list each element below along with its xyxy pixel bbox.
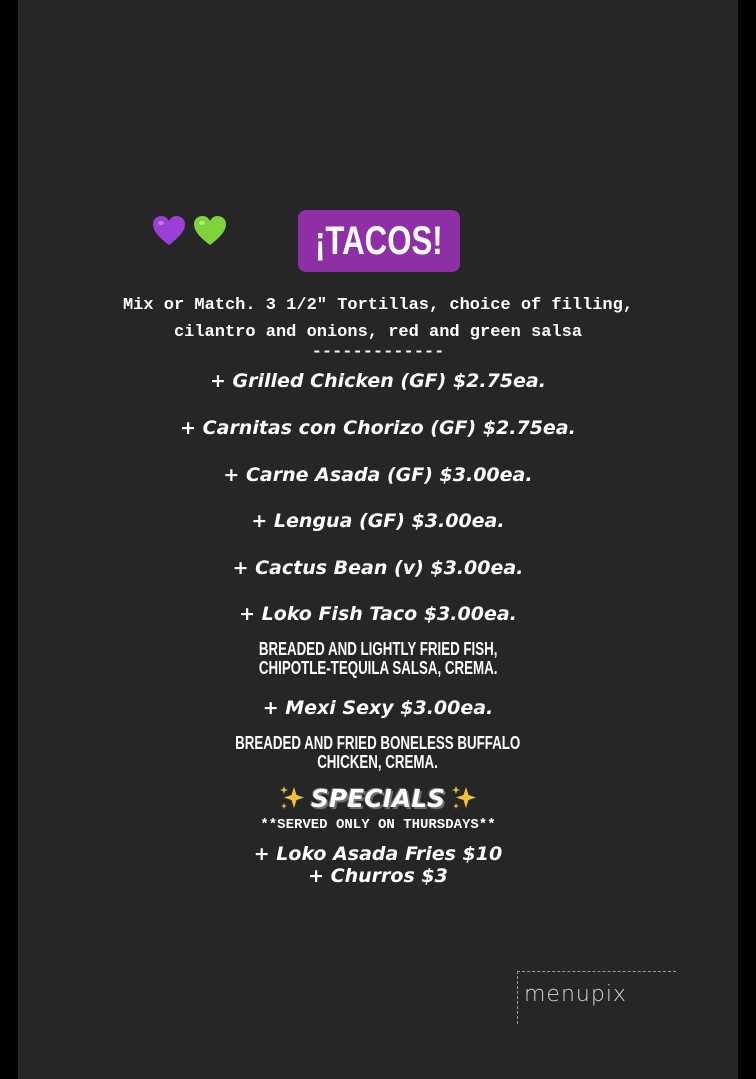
menu-item-mexi-sexy: + Mexi Sexy $3.00ea. xyxy=(262,697,494,719)
hearts-group xyxy=(152,215,232,249)
special-item-asada-fries: + Loko Asada Fries $10 xyxy=(253,843,503,865)
purple-heart-icon xyxy=(152,215,186,247)
special-item-churros: + Churros $3 xyxy=(308,865,448,887)
item-description: CHIPOTLE-TEQUILA SALSA, CREMA. xyxy=(258,658,498,678)
item-description: BREADED AND FRIED BONELESS BUFFALO xyxy=(235,733,521,753)
intro-line-1: Mix or Match. 3 1/2" Tortillas, choice of filling, xyxy=(122,296,634,315)
item-description: BREADED AND LIGHTLY FRIED FISH, xyxy=(258,639,498,659)
specials-note: **SERVED ONLY ON THURSDAYS** xyxy=(260,817,496,833)
watermark-text: menupix xyxy=(524,982,627,1007)
intro-line-2: cilantro and onions, red and green salsa xyxy=(173,323,583,342)
title-badge xyxy=(298,210,460,272)
watermark xyxy=(517,971,676,1024)
divider: ------------- xyxy=(311,343,445,362)
green-heart-icon xyxy=(193,215,227,247)
sparkles-icon xyxy=(277,783,307,813)
sparkles-icon xyxy=(449,783,479,813)
menu-item-carnitas: + Carnitas con Chorizo (GF) $2.75ea. xyxy=(180,417,576,439)
page-title: ¡TACOS! xyxy=(315,218,443,263)
specials-heading xyxy=(18,778,738,818)
menu-item-cactus-bean: + Cactus Bean (v) $3.00ea. xyxy=(232,557,524,579)
menu-item-lengua: + Lengua (GF) $3.00ea. xyxy=(251,510,505,532)
specials-title: SPECIALS xyxy=(310,783,446,813)
menu-item-carne-asada: + Carne Asada (GF) $3.00ea. xyxy=(223,464,533,486)
menu-item-grilled-chicken: + Grilled Chicken (GF) $2.75ea. xyxy=(210,370,546,392)
menu-item-loko-fish-taco: + Loko Fish Taco $3.00ea. xyxy=(239,603,517,625)
item-description: CHICKEN, CREMA. xyxy=(317,752,439,772)
menu-panel xyxy=(18,0,738,1079)
